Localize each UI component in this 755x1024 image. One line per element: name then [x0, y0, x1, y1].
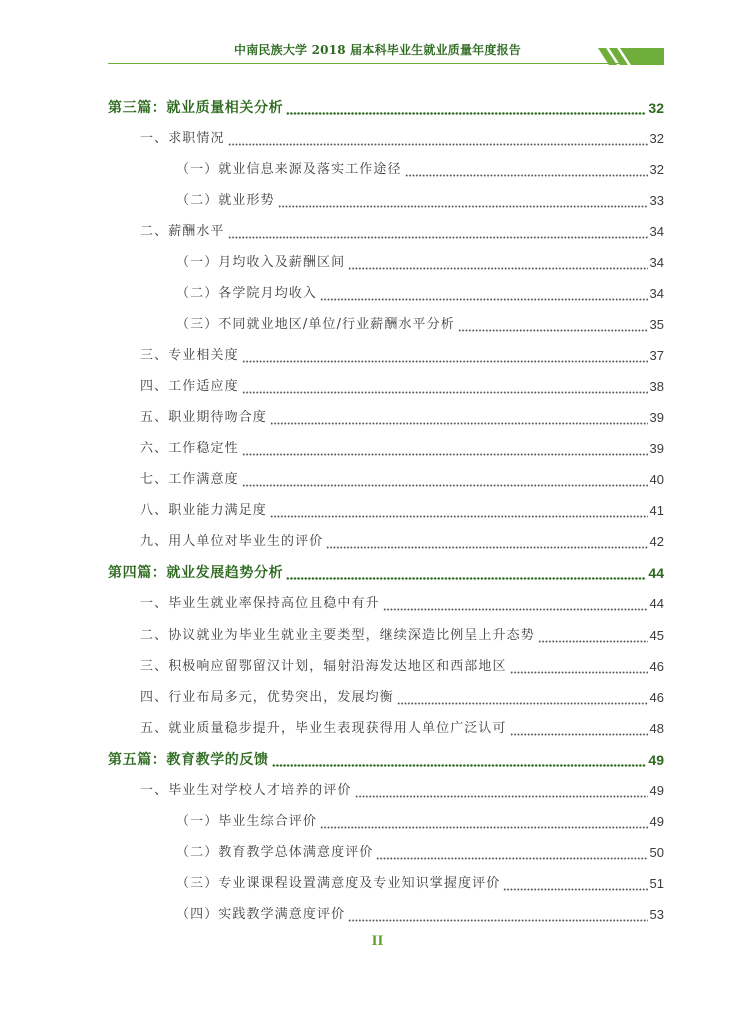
toc-dot-leader [348, 906, 647, 924]
toc-entry-title: （三）专业课课程设置满意度及专业知识掌握度评价 [176, 876, 501, 891]
toc-dot-leader [272, 751, 647, 769]
toc-dot-leader [510, 720, 648, 738]
toc-page-number: 34 [649, 224, 664, 239]
toc-page-number: 34 [649, 286, 664, 301]
toc-page-number: 44 [649, 596, 664, 611]
toc-dot-leader [397, 689, 648, 707]
toc-page-number: 34 [649, 255, 664, 270]
toc-entry-title: （一）月均收入及薪酬区间 [176, 255, 346, 270]
toc-section-entry[interactable] [140, 654, 664, 676]
toc-page-number: 32 [649, 162, 664, 177]
toc-entry-title: 第五篇：教育教学的反馈 [108, 752, 269, 768]
toc-dot-leader [286, 564, 646, 582]
toc-dot-leader [278, 192, 648, 210]
toc-entry-title: 第四篇：就业发展趋势分析 [108, 565, 284, 581]
toc-entry-title: （一）毕业生综合评价 [176, 814, 318, 829]
toc-page-number: 42 [649, 534, 664, 549]
toc-dot-leader [228, 223, 648, 241]
toc-dot-leader [348, 254, 647, 272]
toc-section-entry[interactable] [140, 467, 664, 489]
toc-entry-title: 三、积极响应留鄂留汉计划，辐射沿海发达地区和西部地区 [140, 659, 507, 674]
toc-page-number: 50 [649, 845, 664, 860]
toc-section-entry[interactable] [140, 685, 664, 707]
toc-entry-title: 一、求职情况 [140, 131, 225, 146]
toc-dot-leader [405, 161, 648, 179]
toc-dot-leader [383, 595, 648, 613]
toc-dot-leader [503, 875, 647, 893]
toc-dot-leader [355, 782, 648, 800]
toc-page-number: 46 [649, 659, 664, 674]
toc-dot-leader [242, 347, 648, 365]
toc-dot-leader [228, 130, 648, 148]
page-number: II [371, 933, 384, 949]
toc-section-entry[interactable] [140, 219, 664, 241]
toc-page-number: 51 [649, 876, 664, 891]
toc-dot-leader [538, 627, 648, 645]
toc-dot-leader [326, 533, 647, 551]
toc-dot-leader [320, 813, 648, 831]
toc-page-number: 53 [649, 907, 664, 922]
toc-entry-title: （二）各学院月均收入 [176, 286, 318, 301]
toc-section-entry[interactable] [140, 436, 664, 458]
toc-page-number: 40 [649, 472, 664, 487]
toc-dot-leader [320, 285, 648, 303]
toc-subsection-entry[interactable] [176, 840, 664, 862]
toc-entry-title: 九、用人单位对毕业生的评价 [140, 534, 324, 549]
toc-entry-title: 五、职业期待吻合度 [140, 410, 267, 425]
toc-subsection-entry[interactable] [176, 809, 664, 831]
toc-page-number: 46 [649, 690, 664, 705]
toc-page-number: 49 [649, 814, 664, 829]
toc-subsection-entry[interactable] [176, 281, 664, 303]
toc-entry-title: 一、毕业生对学校人才培养的评价 [140, 783, 352, 798]
toc-entry-title: （二）教育教学总体满意度评价 [176, 845, 374, 860]
toc-entry-title: 二、薪酬水平 [140, 224, 225, 239]
toc-section-entry[interactable] [140, 529, 664, 551]
toc-entry-title: （四）实践教学满意度评价 [176, 907, 346, 922]
toc-entry-title: 四、工作适应度 [140, 379, 239, 394]
toc-entry-title: 二、协议就业为毕业生就业主要类型，继续深造比例呈上升态势 [140, 628, 535, 643]
toc-subsection-entry[interactable] [176, 188, 664, 210]
toc-subsection-entry[interactable] [176, 902, 664, 924]
toc-dot-leader [270, 502, 648, 520]
toc-dot-leader [242, 440, 648, 458]
toc-section-entry[interactable] [140, 405, 664, 427]
toc-entry-title: 第三篇：就业质量相关分析 [108, 100, 284, 116]
toc-section-entry[interactable] [140, 716, 664, 738]
toc-entry-title: 八、职业能力满足度 [140, 503, 267, 518]
toc-page-number: 35 [649, 317, 664, 332]
toc-section-entry[interactable] [140, 374, 664, 396]
toc-section-entry[interactable] [140, 591, 664, 613]
toc-subsection-entry[interactable] [176, 871, 664, 893]
toc-dot-leader [458, 316, 648, 334]
toc-section-entry[interactable] [140, 126, 664, 148]
toc-page-number: 48 [649, 721, 664, 736]
toc-page-number: 49 [649, 783, 664, 798]
toc-section-entry[interactable] [140, 623, 664, 645]
toc-dot-leader [242, 471, 648, 489]
toc-entry-title: 五、就业质量稳步提升，毕业生表现获得用人单位广泛认可 [140, 721, 507, 736]
toc-entry-title: 七、工作满意度 [140, 472, 239, 487]
toc-page-number: 33 [649, 193, 664, 208]
toc-page-number: 49 [648, 752, 664, 768]
header-stripe-decoration [598, 48, 664, 65]
toc-dot-leader [270, 409, 648, 427]
toc-page-number: 44 [648, 565, 664, 581]
report-title: 中南民族大学 2018 届本科毕业生就业质量年度报告 [234, 43, 521, 57]
toc-dot-leader [510, 658, 648, 676]
toc-dot-leader [376, 844, 647, 862]
toc-dot-leader [242, 378, 648, 396]
toc-entry-title: （一）就业信息来源及落实工作途径 [176, 162, 402, 177]
toc-section-entry[interactable] [140, 778, 664, 800]
toc-page-number: 32 [648, 100, 664, 116]
toc-page-number: 38 [649, 379, 664, 394]
header-rule [108, 63, 620, 64]
toc-page-number: 39 [649, 410, 664, 425]
toc-page-number: 41 [649, 503, 664, 518]
toc-page-number: 37 [649, 348, 664, 363]
toc-entry-title: 六、工作稳定性 [140, 441, 239, 456]
toc-entry-title: 四、行业布局多元，优势突出，发展均衡 [140, 690, 394, 705]
toc-subsection-entry[interactable] [176, 250, 664, 272]
toc-part-entry[interactable] [108, 747, 664, 769]
toc-page-number: 32 [649, 131, 664, 146]
toc-entry-title: （三）不同就业地区/单位/行业薪酬水平分析 [176, 317, 455, 332]
toc-part-entry[interactable] [108, 95, 664, 117]
toc-section-entry[interactable] [140, 343, 664, 365]
toc-page-number: 45 [649, 628, 664, 643]
toc-entry-title: 三、专业相关度 [140, 348, 239, 363]
toc-dot-leader [286, 99, 646, 117]
toc-page-number: 39 [649, 441, 664, 456]
toc-section-entry[interactable] [140, 498, 664, 520]
toc-entry-title: （二）就业形势 [176, 193, 275, 208]
toc-entry-title: 一、毕业生就业率保持高位且稳中有升 [140, 596, 380, 611]
toc-subsection-entry[interactable] [176, 312, 664, 334]
toc-part-entry[interactable] [108, 560, 664, 582]
toc-subsection-entry[interactable] [176, 157, 664, 179]
